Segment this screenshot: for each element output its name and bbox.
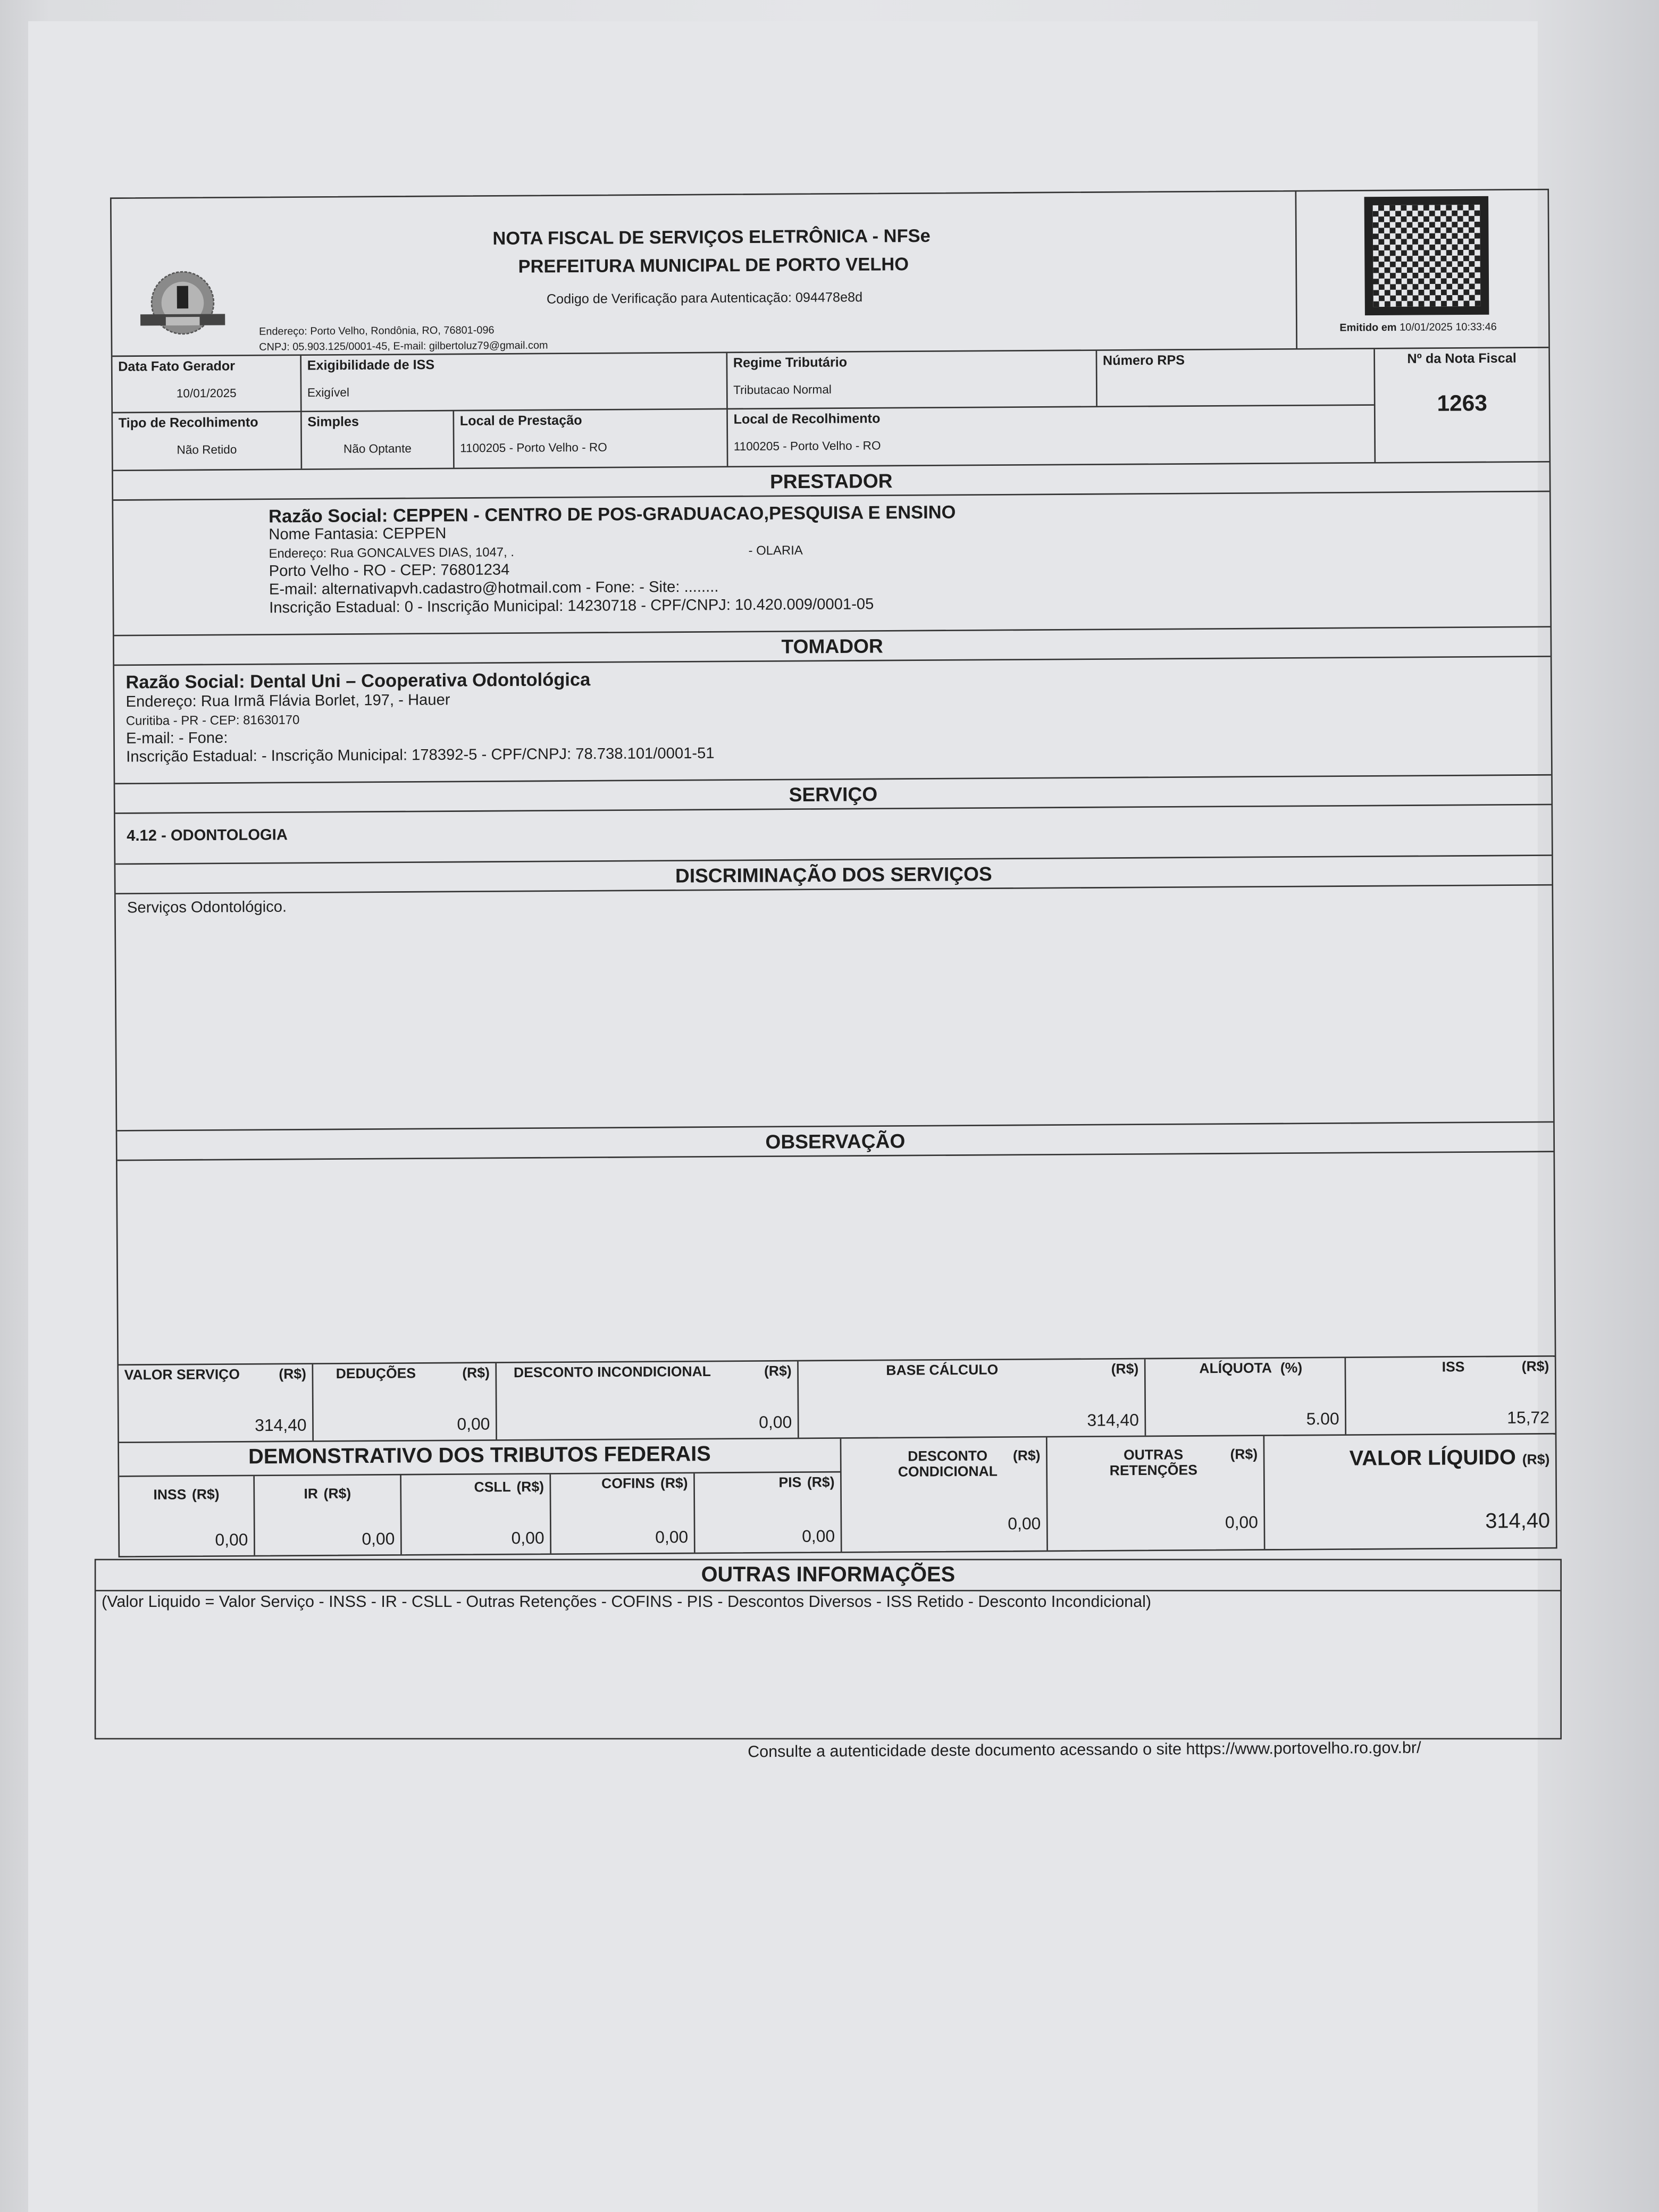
outras-informacoes-section [95,1559,1562,1740]
tipo-recolhimento-value: Não Retido [177,442,237,457]
servico-value: 4.12 - ODONTOLOGIA [115,805,1552,865]
prestador-cidade: Porto Velho - RO - CEP: 76801234 [269,562,510,581]
servico-heading: SERVIÇO [115,776,1551,814]
discriminacao-heading: DISCRIMINAÇÃO DOS SERVIÇOS [115,856,1552,894]
outras-retencoes-value: 0,00 [1225,1512,1259,1532]
iss-value: 15,72 [1507,1407,1550,1428]
ir-value: 0,00 [362,1529,395,1549]
regime-label: Regime Tributário [733,355,848,372]
currency-label: (R$) [1230,1447,1258,1463]
desconto-incondicional-label: DESCONTO INCONDICIONAL [513,1364,711,1382]
valor-servico-value: 314,40 [255,1415,307,1436]
prestador-contato: E-mail: alternativapvh.cadastro@hotmail.com - Fone: - Site: ........ [269,579,719,599]
info-grid [112,348,1549,471]
currency-label: (R$) [323,1487,351,1503]
desconto-incondicional-value: 0,00 [759,1412,792,1432]
tributos-row [119,1435,1556,1556]
qr-code[interactable] [1364,196,1489,315]
tomador-section [114,657,1551,784]
data-fato-label: Data Fato Gerador [118,359,236,375]
currency-label: (R$) [660,1476,688,1493]
local-recolhimento-label: Local de Recolhimento [733,411,881,428]
regime-value: Tributacao Normal [733,382,832,397]
currency-label: (R$) [1522,1453,1550,1469]
issuer-cnpj-email: CNPJ: 05.903.125/0001-45, E-mail: gilbertoluz79@gmail.com [259,339,548,354]
desconto-condicional-value: 0,00 [1008,1513,1041,1534]
base-calculo-label: BASE CÁLCULO [886,1363,999,1379]
currency-label: (R$) [1521,1360,1549,1376]
currency-label: (R$) [1111,1362,1139,1378]
valor-servico-label: VALOR SERVIÇO [124,1368,240,1384]
local-prestacao-label: Local de Prestação [459,413,582,430]
prestador-razao: Razão Social: CEPPEN - CENTRO DE POS-GRADUACAO,PESQUISA E ENSINO [268,501,956,527]
issuer-address: Endereço: Porto Velho, Rondônia, RO, 76801-096 [258,323,495,338]
verification-code: Codigo de Verificação para Autenticação: 094478e8d [546,290,863,308]
nfse-document [110,189,1557,1557]
valores-row [119,1357,1555,1443]
inss-label: INSS [153,1488,187,1504]
nota-fiscal-label: Nº da Nota Fiscal [1407,351,1516,367]
emitted-datetime: 10/01/2025 10:33:46 [1400,320,1497,334]
tomador-razao: Razão Social: Dental Uni – Cooperativa Odontológica [125,668,591,693]
tomador-endereco: Endereço: Rua Irmã Flávia Borlet, 197, - Hauer [125,692,450,711]
document-header [112,190,1549,357]
issuer-name: PREFEITURA MUNICIPAL DE PORTO VELHO [518,253,909,277]
desconto-condicional-label-2: CONDICIONAL [898,1464,998,1481]
inss-value: 0,00 [215,1530,248,1550]
tomador-contato: E-mail: - Fone: [125,730,228,748]
tomador-cidade: Curitiba - PR - CEP: 81630170 [125,713,300,728]
local-prestacao-value: 1100205 - Porto Velho - RO [460,440,607,455]
tipo-recolhimento-label: Tipo de Recolhimento [118,415,258,432]
outras-retencoes-label-2: RETENÇÕES [1109,1463,1197,1480]
tomador-heading: TOMADOR [114,627,1551,666]
nota-fiscal-number: 1263 [1437,392,1488,417]
deducoes-label: DEDUÇÕES [336,1367,416,1383]
outras-informacoes-value: (Valor Liquido = Valor Serviço - INSS - IR - CSLL - Outras Retenções - COFINS - PIS - Descontos Diversos - ISS Retido - Desconto Incondicional) [102,1594,1152,1611]
exigibilidade-label: Exigibilidade de ISS [307,357,435,374]
outras-retencoes-label: OUTRAS [1124,1448,1184,1464]
pis-value: 0,00 [802,1526,835,1546]
aliquota-label: ALÍQUOTA [1199,1361,1272,1378]
simples-label: Simples [307,414,359,431]
currency-label: (R$) [191,1487,220,1504]
outras-informacoes-heading: OUTRAS INFORMAÇÕES [96,1560,1560,1591]
prestador-heading: PRESTADOR [113,463,1549,501]
currency-label: (R$) [1012,1448,1041,1465]
pis-label: PIS [778,1476,802,1492]
municipal-seal-logo [137,266,228,348]
data-fato-value: 10/01/2025 [176,386,237,400]
csll-value: 0,00 [511,1528,544,1548]
authenticity-footer: Consulte a autenticidade deste documento acessando o site https://www.portovelho.ro.gov.br/ [748,1740,1421,1762]
emitted-label: Emitido em [1339,321,1397,334]
currency-label: (R$) [462,1366,490,1382]
prestador-endereco: Endereço: Rua GONCALVES DIAS, 1047, . [269,544,515,561]
currency-label: (R$) [279,1367,307,1383]
local-recolhimento-value: 1100205 - Porto Velho - RO [733,438,881,454]
currency-label: (R$) [516,1480,544,1496]
observacao-heading: OBSERVAÇÃO [117,1122,1553,1161]
iss-label: ISS [1442,1360,1465,1376]
tributos-federais-heading: DEMONSTRATIVO DOS TRIBUTOS FEDERAIS [119,1439,840,1477]
deducoes-value: 0,00 [457,1414,490,1434]
cofins-value: 0,00 [655,1527,689,1547]
simples-value: Não Optante [343,441,412,456]
tomador-inscricao: Inscrição Estadual: - Inscrição Municipal: 178392-5 - CPF/CNPJ: 78.738.101/0001-51 [126,745,715,766]
aliquota-value: 5.00 [1306,1409,1339,1429]
valor-liquido-value: 314,40 [1485,1509,1551,1534]
valor-liquido-label: VALOR LÍQUIDO [1349,1446,1516,1471]
rps-label: Número RPS [1102,353,1185,370]
prestador-inscricao: Inscrição Estadual: 0 - Inscrição Municipal: 14230718 - CPF/CNPJ: 10.420.009/0001-05 [269,596,874,617]
base-calculo-value: 314,40 [1087,1410,1139,1430]
observacao-body [118,1152,1555,1365]
currency-label: (R$) [764,1364,792,1380]
document-title: NOTA FISCAL DE SERVIÇOS ELETRÔNICA - NFSe [492,225,931,249]
exigibilidade-value: Exigível [307,385,350,400]
currency-label: (R$) [807,1475,835,1492]
prestador-section [113,492,1550,636]
discriminacao-value: Serviços Odontológico. [116,886,1554,1132]
csll-label: CSLL [474,1480,511,1496]
prestador-bairro: - OLARIA [748,543,803,558]
percent-label: (%) [1280,1361,1303,1377]
cofins-label: COFINS [601,1476,655,1493]
ir-label: IR [304,1487,319,1503]
desconto-condicional-label: DESCONTO [908,1449,988,1465]
prestador-fantasia: Nome Fantasia: CEPPEN [269,525,447,544]
